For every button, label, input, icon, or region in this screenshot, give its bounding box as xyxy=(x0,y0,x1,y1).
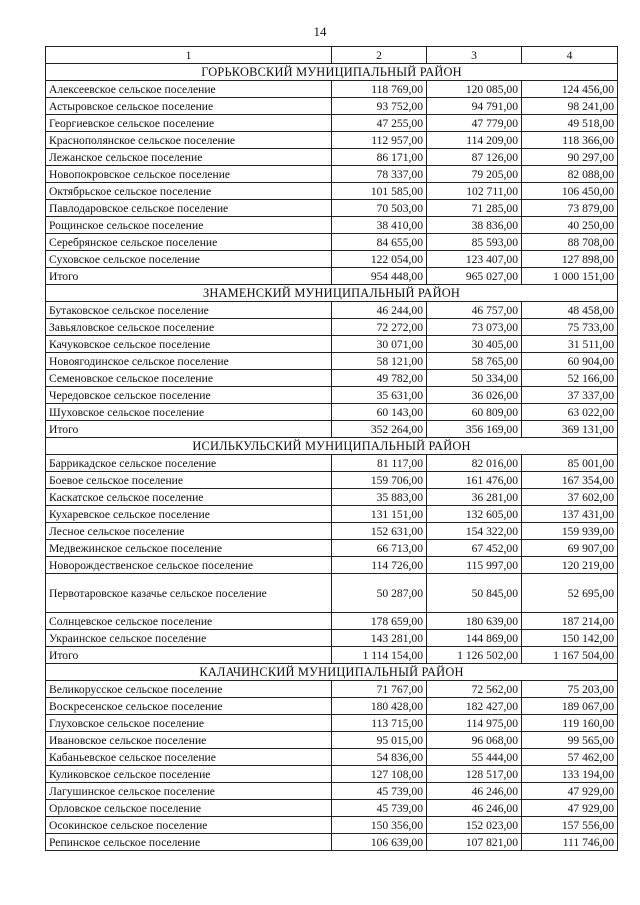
value-col-4: 75 203,00 xyxy=(522,681,618,698)
value-col-4: 40 250,00 xyxy=(522,217,618,234)
section-title: ГОРЬКОВСКИЙ МУНИЦИПАЛЬНЫЙ РАЙОН xyxy=(46,64,618,81)
settlement-name: Павлодаровское сельское поселение xyxy=(46,200,332,217)
value-col-3: 67 452,00 xyxy=(427,540,522,557)
value-col-3: 47 779,00 xyxy=(427,115,522,132)
value-col-3: 46 246,00 xyxy=(427,783,522,800)
settlement-name: Лагушинское сельское поселение xyxy=(46,783,332,800)
value-col-2: 49 782,00 xyxy=(332,370,427,387)
value-col-3: 82 016,00 xyxy=(427,455,522,472)
value-col-4: 167 354,00 xyxy=(522,472,618,489)
value-col-2: 58 121,00 xyxy=(332,353,427,370)
value-col-4: 73 879,00 xyxy=(522,200,618,217)
settlement-name: Лежанское сельское поселение xyxy=(46,149,332,166)
value-col-4: 63 022,00 xyxy=(522,404,618,421)
value-col-2: 50 287,00 xyxy=(332,574,427,613)
table-row xyxy=(46,800,618,817)
value-col-2: 178 659,00 xyxy=(332,613,427,630)
table-row xyxy=(46,336,618,353)
settlement-name: Солнцевское сельское поселение xyxy=(46,613,332,630)
budget-table xyxy=(45,46,618,851)
settlement-name: Великорусское сельское поселение xyxy=(46,681,332,698)
value-col-4: 98 241,00 xyxy=(522,98,618,115)
table-row xyxy=(46,183,618,200)
value-col-3: 107 821,00 xyxy=(427,834,522,851)
value-col-3: 180 639,00 xyxy=(427,613,522,630)
value-col-3: 36 026,00 xyxy=(427,387,522,404)
value-col-4: 47 929,00 xyxy=(522,800,618,817)
value-col-3: 72 562,00 xyxy=(427,681,522,698)
table-row xyxy=(46,404,618,421)
column-header: 1 xyxy=(46,47,332,64)
value-col-2: 78 337,00 xyxy=(332,166,427,183)
value-col-4: 150 142,00 xyxy=(522,630,618,647)
value-col-2: 131 151,00 xyxy=(332,506,427,523)
value-col-3: 114 975,00 xyxy=(427,715,522,732)
value-col-4: 189 067,00 xyxy=(522,698,618,715)
value-col-3: 102 711,00 xyxy=(427,183,522,200)
value-col-4: 37 337,00 xyxy=(522,387,618,404)
value-col-3: 85 593,00 xyxy=(427,234,522,251)
value-col-4: 106 450,00 xyxy=(522,183,618,200)
value-col-3: 94 791,00 xyxy=(427,98,522,115)
settlement-name: Семеновское сельское поселение xyxy=(46,370,332,387)
value-col-2: 66 713,00 xyxy=(332,540,427,557)
value-col-3: 356 169,00 xyxy=(427,421,522,438)
settlement-name: Боевое сельское поселение xyxy=(46,472,332,489)
value-col-4: 369 131,00 xyxy=(522,421,618,438)
value-col-4: 90 297,00 xyxy=(522,149,618,166)
value-col-4: 85 001,00 xyxy=(522,455,618,472)
value-col-4: 133 194,00 xyxy=(522,766,618,783)
value-col-3: 50 334,00 xyxy=(427,370,522,387)
settlement-name: Георгиевское сельское поселение xyxy=(46,115,332,132)
value-col-3: 36 281,00 xyxy=(427,489,522,506)
column-header: 4 xyxy=(522,47,618,64)
value-col-4: 120 219,00 xyxy=(522,557,618,574)
table-row xyxy=(46,387,618,404)
table-row xyxy=(46,353,618,370)
table-row xyxy=(46,251,618,268)
value-col-2: 159 706,00 xyxy=(332,472,427,489)
settlement-name: Краснополянское сельское поселение xyxy=(46,132,332,149)
value-col-2: 93 752,00 xyxy=(332,98,427,115)
value-col-3: 120 085,00 xyxy=(427,81,522,98)
value-col-3: 71 285,00 xyxy=(427,200,522,217)
settlement-name: Осокинское сельское поселение xyxy=(46,817,332,834)
table-row xyxy=(46,817,618,834)
settlement-name: Первотаровское казачье сельское поселение xyxy=(46,574,332,613)
settlement-name: Алексеевское сельское поселение xyxy=(46,81,332,98)
settlement-name: Рощинское сельское поселение xyxy=(46,217,332,234)
value-col-2: 1 114 154,00 xyxy=(332,647,427,664)
value-col-2: 152 631,00 xyxy=(332,523,427,540)
table-row xyxy=(46,715,618,732)
value-col-4: 52 166,00 xyxy=(522,370,618,387)
value-col-4: 88 708,00 xyxy=(522,234,618,251)
value-col-2: 47 255,00 xyxy=(332,115,427,132)
value-col-4: 1 167 504,00 xyxy=(522,647,618,664)
settlement-name: Куликовское сельское поселение xyxy=(46,766,332,783)
value-col-3: 144 869,00 xyxy=(427,630,522,647)
settlement-name: Каскатское сельское поселение xyxy=(46,489,332,506)
page-number: 14 xyxy=(313,24,327,39)
value-col-2: 35 883,00 xyxy=(332,489,427,506)
value-col-4: 52 695,00 xyxy=(522,574,618,613)
value-col-2: 45 739,00 xyxy=(332,800,427,817)
value-col-2: 54 836,00 xyxy=(332,749,427,766)
table-header-row xyxy=(46,47,618,64)
value-col-2: 122 054,00 xyxy=(332,251,427,268)
table-row xyxy=(46,455,618,472)
section-title: ЗНАМЕНСКИЙ МУНИЦИПАЛЬНЫЙ РАЙОН xyxy=(46,285,618,302)
value-col-2: 46 244,00 xyxy=(332,302,427,319)
value-col-2: 60 143,00 xyxy=(332,404,427,421)
value-col-3: 123 407,00 xyxy=(427,251,522,268)
total-row xyxy=(46,421,618,438)
settlement-name: Воскресенское сельское поселение xyxy=(46,698,332,715)
table-row xyxy=(46,783,618,800)
value-col-2: 84 655,00 xyxy=(332,234,427,251)
value-col-4: 159 939,00 xyxy=(522,523,618,540)
value-col-4: 157 556,00 xyxy=(522,817,618,834)
value-col-3: 182 427,00 xyxy=(427,698,522,715)
settlement-name: Новорождественское сельское поселение xyxy=(46,557,332,574)
value-col-3: 115 997,00 xyxy=(427,557,522,574)
total-row xyxy=(46,647,618,664)
value-col-3: 38 836,00 xyxy=(427,217,522,234)
table-row xyxy=(46,613,618,630)
table-row xyxy=(46,115,618,132)
value-col-4: 118 366,00 xyxy=(522,132,618,149)
value-col-3: 73 073,00 xyxy=(427,319,522,336)
value-col-2: 118 769,00 xyxy=(332,81,427,98)
value-col-4: 99 565,00 xyxy=(522,732,618,749)
value-col-4: 187 214,00 xyxy=(522,613,618,630)
column-header: 3 xyxy=(427,47,522,64)
value-col-4: 49 518,00 xyxy=(522,115,618,132)
settlement-name: Итого xyxy=(46,268,332,285)
table-row xyxy=(46,132,618,149)
value-col-2: 38 410,00 xyxy=(332,217,427,234)
value-col-2: 81 117,00 xyxy=(332,455,427,472)
value-col-4: 137 431,00 xyxy=(522,506,618,523)
section-header-row xyxy=(46,438,618,455)
value-col-4: 1 000 151,00 xyxy=(522,268,618,285)
table-row xyxy=(46,302,618,319)
value-col-3: 154 322,00 xyxy=(427,523,522,540)
table-row xyxy=(46,523,618,540)
settlement-name: Чередовское сельское поселение xyxy=(46,387,332,404)
section-title: ИСИЛЬКУЛЬСКИЙ МУНИЦИПАЛЬНЫЙ РАЙОН xyxy=(46,438,618,455)
value-col-4: 48 458,00 xyxy=(522,302,618,319)
section-header-row xyxy=(46,64,618,81)
settlement-name: Серебрянское сельское поселение xyxy=(46,234,332,251)
value-col-2: 127 108,00 xyxy=(332,766,427,783)
value-col-2: 70 503,00 xyxy=(332,200,427,217)
table-row xyxy=(46,574,618,613)
table-row xyxy=(46,81,618,98)
value-col-4: 37 602,00 xyxy=(522,489,618,506)
value-col-2: 30 071,00 xyxy=(332,336,427,353)
value-col-2: 45 739,00 xyxy=(332,783,427,800)
value-col-4: 119 160,00 xyxy=(522,715,618,732)
value-col-4: 82 088,00 xyxy=(522,166,618,183)
settlement-name: Новопокровское сельское поселение xyxy=(46,166,332,183)
value-col-4: 75 733,00 xyxy=(522,319,618,336)
value-col-2: 35 631,00 xyxy=(332,387,427,404)
section-title: КАЛАЧИНСКИЙ МУНИЦИПАЛЬНЫЙ РАЙОН xyxy=(46,664,618,681)
column-header: 2 xyxy=(332,47,427,64)
value-col-4: 111 746,00 xyxy=(522,834,618,851)
value-col-3: 96 068,00 xyxy=(427,732,522,749)
table-row xyxy=(46,149,618,166)
table-row xyxy=(46,319,618,336)
total-row xyxy=(46,268,618,285)
table-row xyxy=(46,217,618,234)
value-col-2: 71 767,00 xyxy=(332,681,427,698)
settlement-name: Астыровское сельское поселение xyxy=(46,98,332,115)
settlement-name: Суховское сельское поселение xyxy=(46,251,332,268)
value-col-2: 86 171,00 xyxy=(332,149,427,166)
table-row xyxy=(46,681,618,698)
value-col-3: 1 126 502,00 xyxy=(427,647,522,664)
settlement-name: Медвежинское сельское поселение xyxy=(46,540,332,557)
value-col-2: 95 015,00 xyxy=(332,732,427,749)
section-header-row xyxy=(46,285,618,302)
settlement-name: Шуховское сельское поселение xyxy=(46,404,332,421)
table-row xyxy=(46,540,618,557)
value-col-3: 50 845,00 xyxy=(427,574,522,613)
value-col-2: 352 264,00 xyxy=(332,421,427,438)
settlement-name: Октябрьское сельское поселение xyxy=(46,183,332,200)
table-row xyxy=(46,98,618,115)
table-row xyxy=(46,506,618,523)
value-col-2: 114 726,00 xyxy=(332,557,427,574)
value-col-4: 57 462,00 xyxy=(522,749,618,766)
value-col-4: 69 907,00 xyxy=(522,540,618,557)
value-col-3: 132 605,00 xyxy=(427,506,522,523)
table-row xyxy=(46,557,618,574)
value-col-3: 114 209,00 xyxy=(427,132,522,149)
value-col-4: 60 904,00 xyxy=(522,353,618,370)
value-col-3: 152 023,00 xyxy=(427,817,522,834)
value-col-2: 106 639,00 xyxy=(332,834,427,851)
value-col-4: 127 898,00 xyxy=(522,251,618,268)
table-row xyxy=(46,489,618,506)
settlement-name: Бутаковское сельское поселение xyxy=(46,302,332,319)
settlement-name: Завьяловское сельское поселение xyxy=(46,319,332,336)
table-row xyxy=(46,732,618,749)
value-col-3: 965 027,00 xyxy=(427,268,522,285)
value-col-2: 954 448,00 xyxy=(332,268,427,285)
settlement-name: Лесное сельское поселение xyxy=(46,523,332,540)
table-row xyxy=(46,472,618,489)
settlement-name: Репинское сельское поселение xyxy=(46,834,332,851)
value-col-2: 143 281,00 xyxy=(332,630,427,647)
value-col-4: 47 929,00 xyxy=(522,783,618,800)
table-row xyxy=(46,630,618,647)
table-body xyxy=(46,47,618,851)
value-col-3: 161 476,00 xyxy=(427,472,522,489)
value-col-3: 87 126,00 xyxy=(427,149,522,166)
settlement-name: Итого xyxy=(46,421,332,438)
settlement-name: Орловское сельское поселение xyxy=(46,800,332,817)
table-row xyxy=(46,766,618,783)
table-row xyxy=(46,234,618,251)
value-col-3: 30 405,00 xyxy=(427,336,522,353)
settlement-name: Новоягодинское сельское поселение xyxy=(46,353,332,370)
value-col-3: 46 246,00 xyxy=(427,800,522,817)
settlement-name: Ивановское сельское поселение xyxy=(46,732,332,749)
value-col-3: 46 757,00 xyxy=(427,302,522,319)
settlement-name: Кухаревское сельское поселение xyxy=(46,506,332,523)
table-row xyxy=(46,200,618,217)
table-row xyxy=(46,698,618,715)
settlement-name: Украинское сельское поселение xyxy=(46,630,332,647)
settlement-name: Баррикадское сельское поселение xyxy=(46,455,332,472)
value-col-2: 150 356,00 xyxy=(332,817,427,834)
table-row xyxy=(46,370,618,387)
settlement-name: Кабаньевское сельское поселение xyxy=(46,749,332,766)
value-col-3: 79 205,00 xyxy=(427,166,522,183)
value-col-4: 124 456,00 xyxy=(522,81,618,98)
value-col-2: 72 272,00 xyxy=(332,319,427,336)
value-col-2: 101 585,00 xyxy=(332,183,427,200)
value-col-2: 113 715,00 xyxy=(332,715,427,732)
value-col-4: 31 511,00 xyxy=(522,336,618,353)
table-row xyxy=(46,166,618,183)
settlement-name: Качуковское сельское поселение xyxy=(46,336,332,353)
settlement-name: Итого xyxy=(46,647,332,664)
table-row xyxy=(46,749,618,766)
value-col-3: 60 809,00 xyxy=(427,404,522,421)
value-col-2: 112 957,00 xyxy=(332,132,427,149)
value-col-3: 128 517,00 xyxy=(427,766,522,783)
value-col-3: 55 444,00 xyxy=(427,749,522,766)
table-row xyxy=(46,834,618,851)
settlement-name: Глуховское сельское поселение xyxy=(46,715,332,732)
value-col-3: 58 765,00 xyxy=(427,353,522,370)
section-header-row xyxy=(46,664,618,681)
value-col-2: 180 428,00 xyxy=(332,698,427,715)
